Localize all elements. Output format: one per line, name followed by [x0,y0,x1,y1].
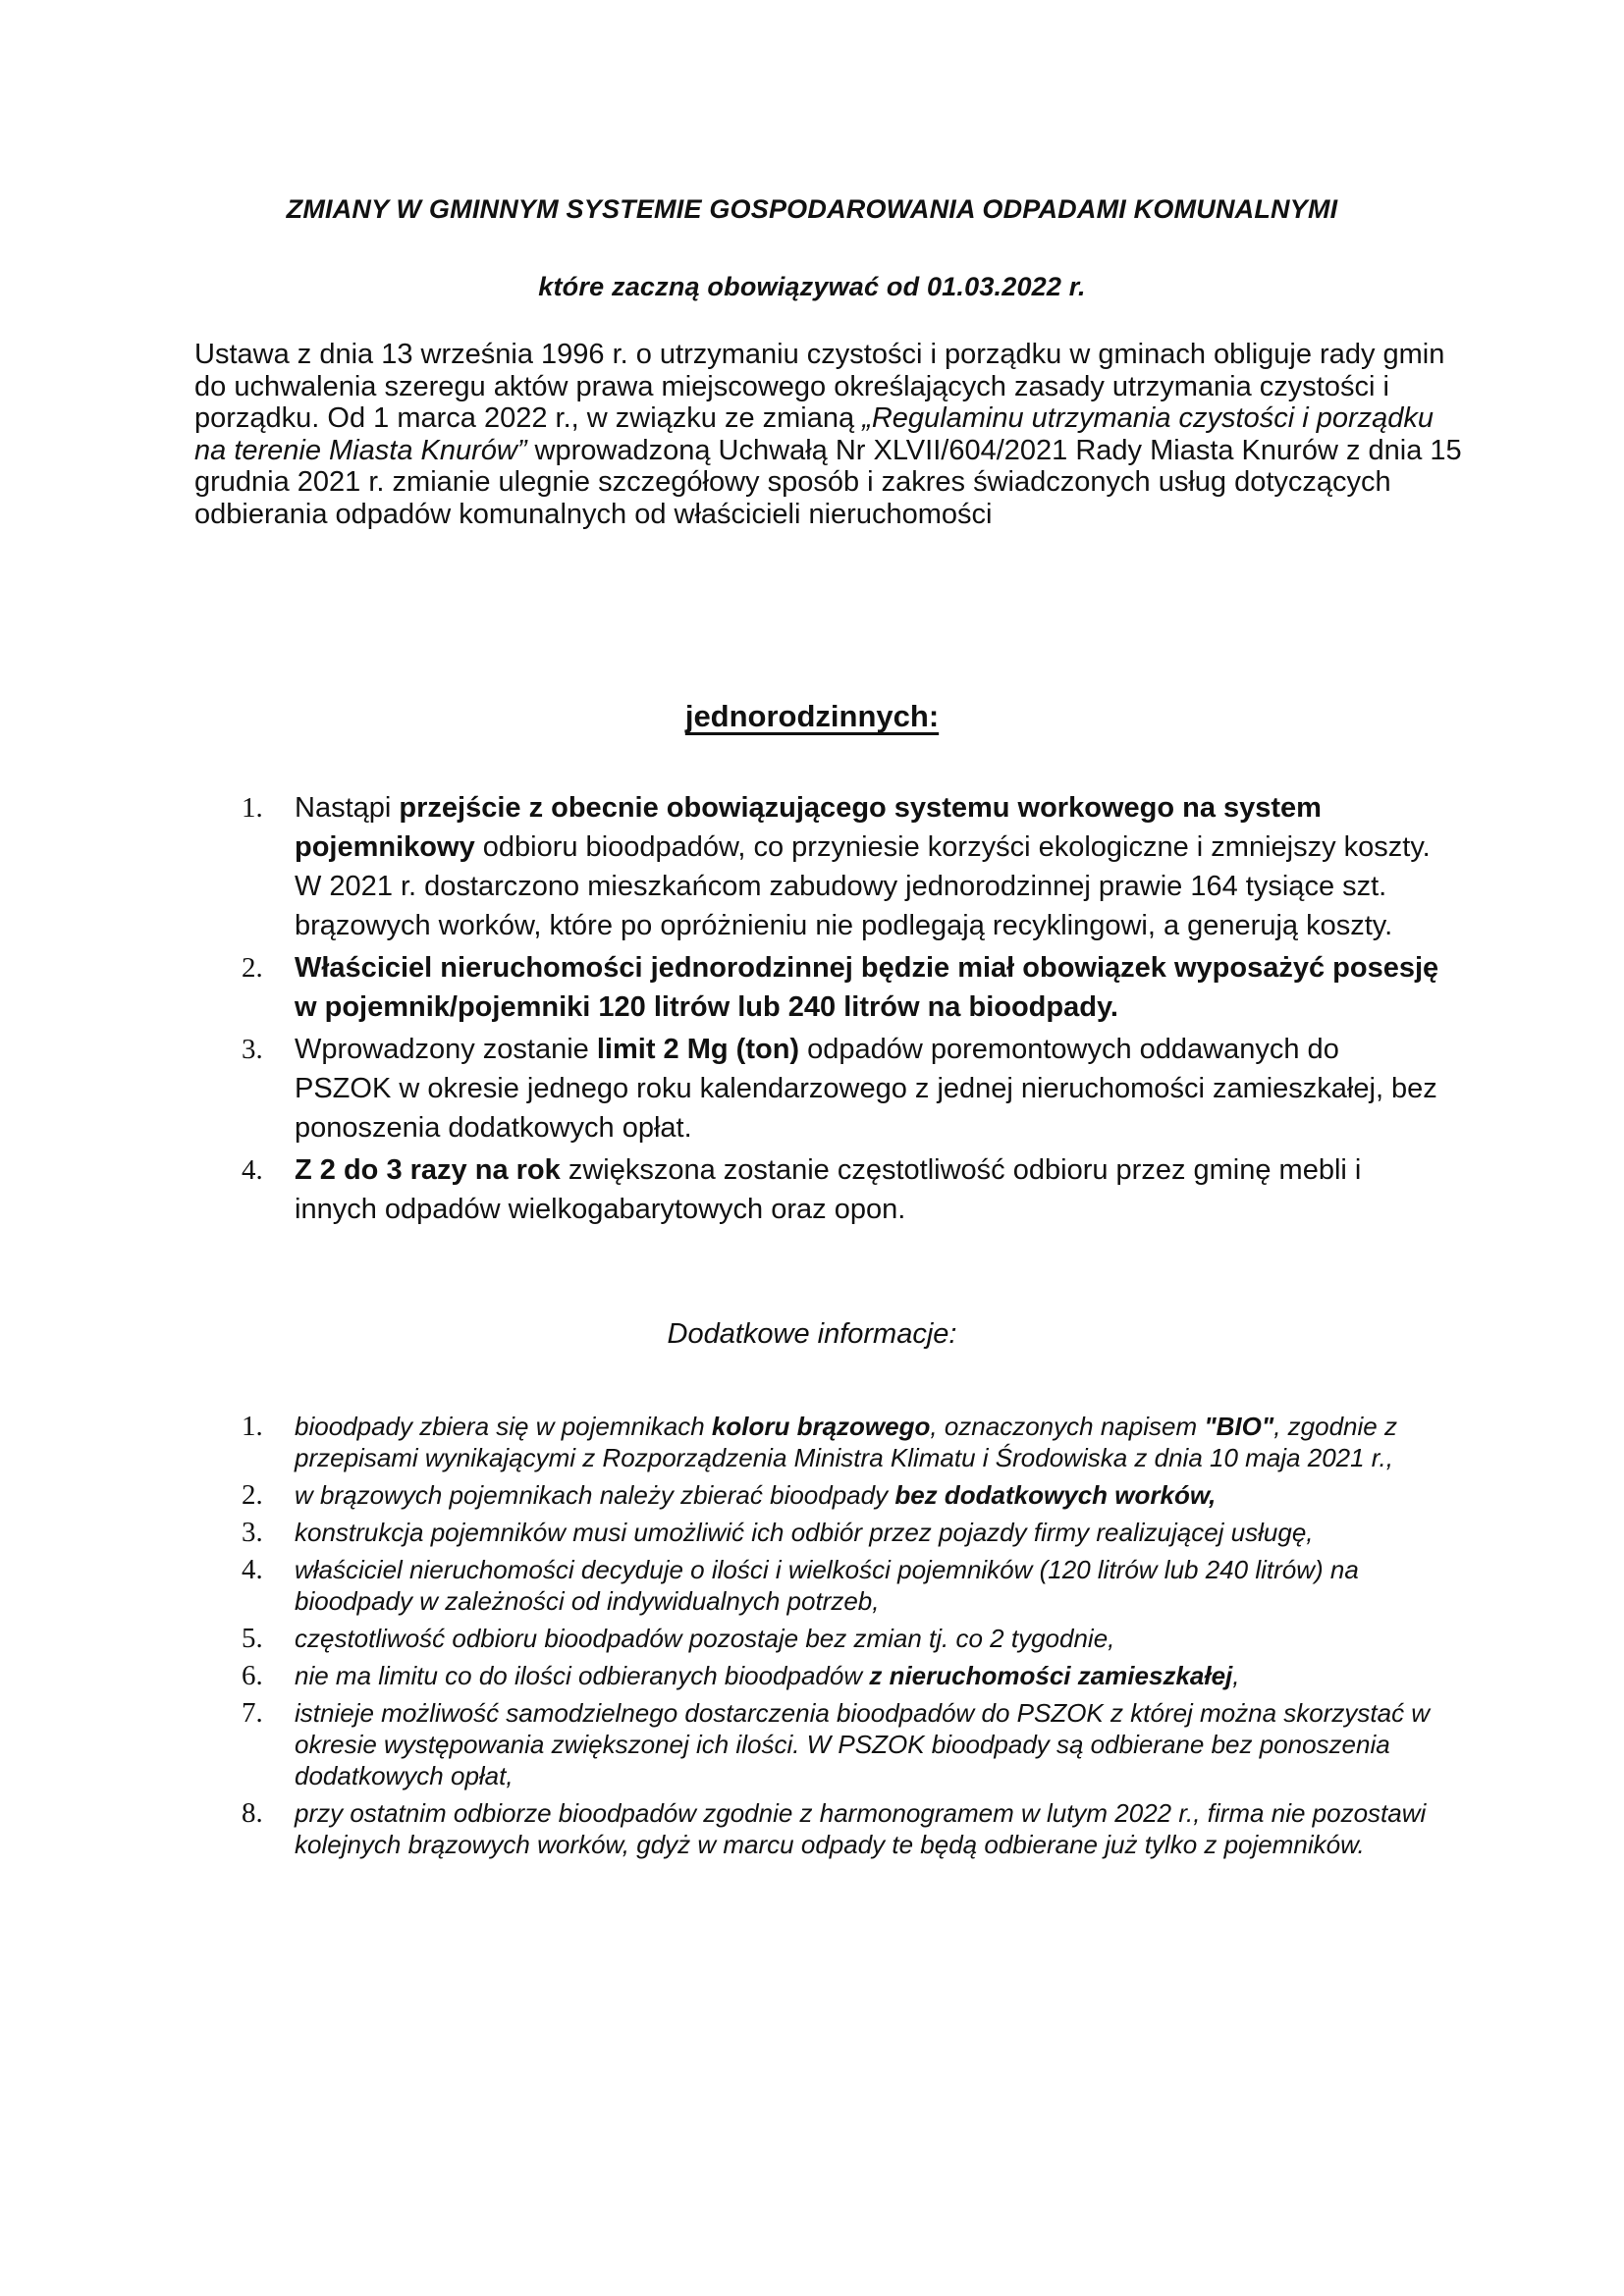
list-item-number: 7. [242,1697,263,1729]
list-item-text: konstrukcja pojemników musi umożliwić ich odbiór przez pojazdy firmy realizującej usługę, [295,1518,1314,1547]
list-item [242,788,1443,945]
list-item-text: nie ma limitu co do ilości odbieranych bioodpadów [295,1661,870,1690]
list-item [242,1030,1443,1148]
intro-paragraph [194,339,1471,530]
list-item [242,1150,1443,1229]
list-item-number: 1. [242,1411,263,1442]
list-item-text: częstotliwość odbioru bioodpadów pozostaje bez zmian tj. co 2 tygodnie, [295,1624,1115,1653]
list-item-number: 6. [242,1660,263,1691]
list-item-number: 2. [242,952,263,984]
list-item-bold-text: koloru brązowego [711,1412,931,1441]
list-item [242,1623,1458,1654]
list-item-text: odpadów poremontowych oddawanych do PSZOK w okresie jednego roku kalendarzowego z jednej nieruchomości zamieszkałej, bez ponoszenia dodatkowych opłat. [295,1034,1437,1144]
list-item-text: odbioru bioodpadów, co przyniesie korzyści ekologiczne i zmniejszy koszty. W 2021 r. dostarczono mieszkańcom zabudowy jednorodzinnej prawie 164 tysiące szt. brązowych worków, które po opróżnieniu nie podlegają recyklingowi, a generują koszty. [295,831,1431,941]
list-item-text: zwiększona zostanie częstotliwość odbioru przez gminę mebli i innych odpadów wielkogabarytowych oraz opon. [295,1154,1362,1225]
list-item [242,1797,1458,1860]
list-item-text: istnieje możliwość samodzielnego dostarczenia bioodpadów do PSZOK z której można skorzystać w okresie występowania zwiększonej ich ilości. W PSZOK bioodpady są odbierane bez ponoszenia dodatkowych opłat, [295,1698,1431,1790]
list-item-text: Nastąpi [295,792,400,824]
list-item-bold-text: przejście z obecnie obowiązującego systemu workowego na system pojemnikowy [295,792,1322,863]
list-item [242,1660,1458,1691]
list-item-number: 1. [242,792,263,824]
list-item [242,1554,1458,1617]
list-item-bold-text: z nieruchomości zamieszkałej [869,1661,1233,1690]
list-item-text: Wprowadzony zostanie [295,1034,597,1065]
additional-info-heading: Dodatkowe informacje: [667,1318,957,1350]
list-item-text: , zgodnie z przepisami wynikającymi z Rozporządzenia Ministra Klimatu i Środowiska z dnia 10 maja 2021 r., [295,1412,1397,1472]
list-item-number: 4. [242,1154,263,1186]
list-item [242,1479,1458,1511]
list-item-bold-text: Z 2 do 3 razy na rok [295,1154,561,1186]
list-item-number: 3. [242,1034,263,1065]
intro-text-part1: Ustawa z dnia 13 września 1996 r. o utrzymaniu czystości i porządku w gminach obliguje rady gmin do uchwalenia szeregu aktów prawa miejscowego określających zasady utrzymania czystości i porządku. Od 1 marca 2022 r., w związku ze zmianą [194,339,1445,434]
list-item-text: właściciel nieruchomości decyduje o ilości i wielkości pojemników (120 litrów lub 240 litrów) na bioodpady w zależności od indywidualnych potrzeb, [295,1555,1359,1616]
list-item [242,1411,1458,1473]
list-item-bold-text: Właściciel nieruchomości jednorodzinnej będzie miał obowiązek wyposażyć posesję w pojemnik/pojemniki 120 litrów lub 240 litrów na bioodpady. [295,952,1439,1023]
list-item-number: 3. [242,1517,263,1548]
list-item-text: , [1232,1661,1240,1690]
list-item-bold-text: limit 2 Mg (ton) [596,1034,800,1065]
list-item-number: 4. [242,1554,263,1585]
main-changes-list [242,788,1443,1232]
list-item-text: , oznaczonych napisem [930,1412,1205,1441]
list-item-text: w brązowych pojemnikach należy zbierać bioodpady [295,1480,895,1510]
list-item-text: przy ostatnim odbiorze bioodpadów zgodnie z harmonogramem w lutym 2022 r., firma nie pozostawi kolejnych brązowych worków, gdyż w marcu odpady te będą odbierane już tylko z pojemników. [295,1798,1427,1859]
list-item-bold-text: bez dodatkowych worków, [894,1480,1217,1510]
list-item-number: 8. [242,1797,263,1829]
list-item [242,948,1443,1027]
list-item-text: bioodpady zbiera się w pojemnikach [295,1412,712,1441]
intro-text-part2: wprowadzoną Uchwałą Nr XLVII/604/2021 Rady Miasta Knurów z dnia 15 grudnia 2021 r. zmianie ulegnie szczegółowy sposób i zakres świadczonych usług dotyczących odbierania odpadów komunalnych od właścicieli nieruchomości [194,434,1462,530]
list-item-bold-text: "BIO" [1204,1412,1274,1441]
intro-regulation-quote: „Regulaminu utrzymania czystości i porządku na terenie Miasta Knurów” [194,402,1435,466]
list-item-number: 5. [242,1623,263,1654]
section-heading: jednorodzinnych: [684,699,940,733]
list-item [242,1517,1458,1548]
list-item-number: 2. [242,1479,263,1511]
document-title: ZMIANY W GMINNYM SYSTEMIE GOSPODAROWANIA ODPADAMI KOMUNALNYMI [286,194,1338,224]
additional-info-list [242,1411,1458,1866]
document-subtitle: które zaczną obowiązywać od 01.03.2022 r. [538,272,1086,301]
list-item [242,1697,1458,1791]
